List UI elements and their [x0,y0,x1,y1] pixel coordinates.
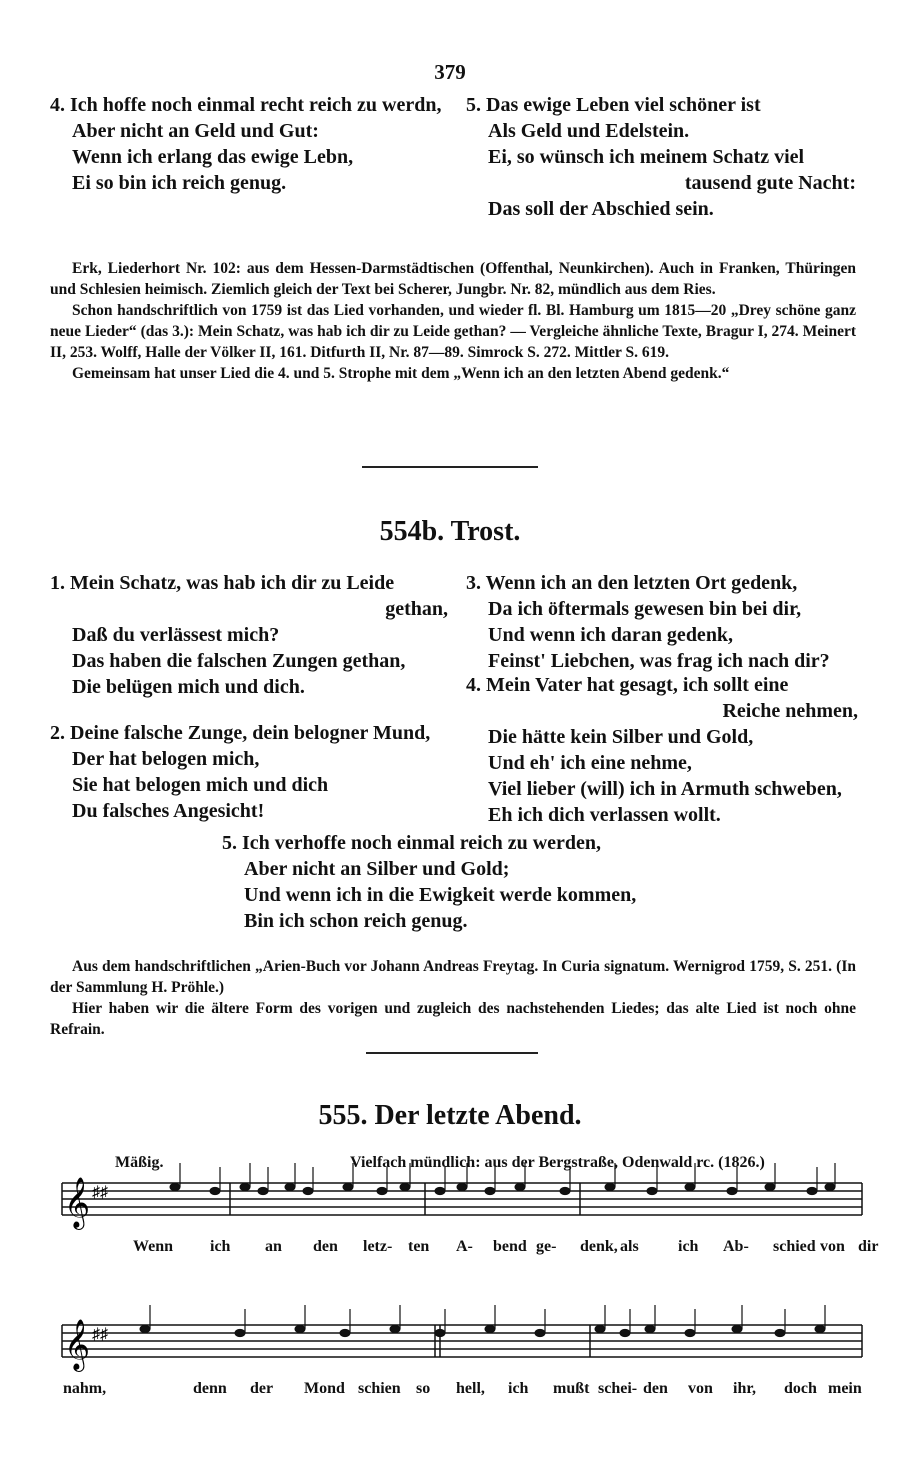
lyric-syllable: den [313,1238,338,1255]
lyric-syllable: schien [358,1380,401,1397]
sharp-icon: ♯♯ [92,1184,108,1201]
verse-line: Reiche nehmen, [722,700,858,722]
lyrics-line-1 [0,1238,900,1262]
note-paragraph: Gemeinsam hat unser Lied die 4. und 5. Strophe mit dem „Wenn ich an den letzten Abend gedenk.“ [72,365,730,382]
verse-line: Du falsches Angesicht! [72,800,265,822]
note-head [485,1187,495,1194]
note-head [825,1183,835,1190]
note-paragraph: Aus dem handschriftlichen „Arien-Buch vor Johann Andreas Freytag. In Curia signatum. Wernigrod 1759, S. 251. (In der Sammlung H. Pröhle.) [50,958,856,996]
note-head [535,1329,545,1336]
note-head [170,1183,180,1190]
note-paragraph: Schon handschriftlich von 1759 ist das Lied vorhanden, und wieder fl. Bl. Hamburg um 1815—20 „Drey schöne ganz neue Lieder“ (das 3.): Mein Schatz, was hab ich dir zu Leide gethan? — Vergleiche ähnliche Texte, Bragur I, 274. Meinert II, 253. Wolff, Halle der Völker II, 161. Ditfurth II, Nr. 87—89. Simrock S. 272. Mittler S. 619. [50,302,856,361]
source-note: Vielfach mündlich: aus der Bergstraße, Odenwald rc. (1826.) [350,1154,765,1171]
note-head [732,1325,742,1332]
verse-line: Eh ich dich verlassen wollt. [488,804,721,826]
note-head [210,1187,220,1194]
lyric-syllable: schied [773,1238,816,1255]
lyric-syllable: den [643,1380,668,1397]
verse-line: Die hätte kein Silber und Gold, [488,726,754,748]
note-head [560,1187,570,1194]
verse-line: tausend gute Nacht: [684,172,856,194]
note-head [258,1187,268,1194]
lyric-syllable: so [416,1380,431,1397]
sharp-icon: ♯♯ [92,1326,108,1343]
verse-line: Ei so bin ich reich genug. [72,172,287,194]
lyric-syllable: Ab- [723,1238,749,1255]
note-head [765,1183,775,1190]
note-head [457,1183,467,1190]
lyric-syllable: ich [508,1380,529,1397]
note-head [685,1329,695,1336]
note-head [140,1325,150,1332]
note-paragraph: Hier haben wir die ältere Form des vorigen und zugleich des nachstehenden Liedes; das alte Lied ist noch ohne Refrain. [50,1000,856,1038]
verse-line: gethan, [385,598,448,620]
verse-line: Feinst' Liebchen, was frag ich nach dir? [488,650,830,672]
verse-line: Das soll der Abschied sein. [488,198,714,220]
treble-clef-icon: 𝄞 [64,1178,91,1227]
lyric-syllable: ich [210,1238,231,1255]
tempo-marking: Mäßig. [115,1154,164,1171]
verse-line: Wenn ich erlang das ewige Lebn, [72,146,354,168]
verse-line: Das haben die falschen Zungen gethan, [72,650,406,672]
note-head [645,1325,655,1332]
verse-line: 5. Ich verhoffe noch einmal reich zu werden, [222,832,602,854]
lyric-syllable: Wenn [133,1238,174,1255]
verse-line: Der hat belogen mich, [72,748,260,770]
lyric-syllable: an [265,1238,282,1255]
note-head [815,1325,825,1332]
lyric-syllable: von [688,1380,713,1397]
note-head [620,1329,630,1336]
note-head [390,1325,400,1332]
note-head [340,1329,350,1336]
verse-line: Aber nicht an Geld und Gut: [72,120,319,142]
lyric-syllable: bend [493,1238,527,1255]
lyric-syllable: ge- [536,1238,557,1255]
note-head [807,1187,817,1194]
verse-line: Ei, so wünsch ich meinem Schatz viel [488,146,805,168]
note-paragraph: Erk, Liederhort Nr. 102: aus dem Hessen-Darmstädtischen (Offenthal, Neunkirchen). Auch in Franken, Thüringen und Schlesien heimisch. Ziemlich gleich der Text bei Scherer, Jungbr. Nr. 82, mündlich aus dem Ries. [50,260,856,298]
lyrics-line-2 [0,1380,900,1404]
verse-line: 5. Das ewige Leben viel schöner ist [466,94,761,116]
verse-line: Bin ich schon reich genug. [244,910,468,932]
treble-clef-icon: 𝄞 [64,1320,91,1369]
note-head [343,1183,353,1190]
lyric-syllable: hell, [456,1380,485,1397]
note-head [240,1183,250,1190]
verse-line: Und eh' ich eine nehme, [488,752,692,774]
lyric-syllable: nahm, [63,1380,107,1397]
verse-line: 2. Deine falsche Zunge, dein belogner Mund, [50,722,431,744]
note-head [303,1187,313,1194]
verse-line: Sie hat belogen mich und dich [72,774,329,796]
lyric-syllable: als [620,1238,639,1255]
verse-line: 1. Mein Schatz, was hab ich dir zu Leide [50,572,395,594]
lyric-syllable: ten [408,1238,430,1255]
note-head [775,1329,785,1336]
lyric-syllable: ihr, [733,1380,756,1397]
note-head [400,1183,410,1190]
note-head [295,1325,305,1332]
lyric-syllable: mein [828,1380,862,1397]
song-title: Trost. [450,516,521,547]
note-head [485,1325,495,1332]
lyric-syllable: denn [193,1380,227,1397]
note-head [285,1183,295,1190]
lyric-syllable: ich [678,1238,699,1255]
note-head [605,1183,615,1190]
verse-line: Aber nicht an Silber und Gold; [244,858,510,880]
lyric-syllable: schei- [598,1380,638,1397]
lyric-syllable: A- [456,1238,473,1255]
note-head [377,1187,387,1194]
lyric-syllable: der [250,1380,274,1397]
verse-line: Daß du verlässest mich? [72,624,280,646]
note-head [685,1183,695,1190]
lyric-syllable: mußt [553,1380,590,1397]
note-head [515,1183,525,1190]
lyric-syllable: Mond [304,1380,345,1397]
lyric-syllable: letz- [363,1238,393,1255]
note-head [727,1187,737,1194]
verse-line: Und wenn ich in die Ewigkeit werde kommen, [244,884,637,906]
song-number: 554b. [379,516,445,547]
note-head [435,1187,445,1194]
note-head [595,1325,605,1332]
lyric-syllable: von [820,1238,845,1255]
verse-line: Und wenn ich daran gedenk, [488,624,734,646]
song-number: 555. [318,1100,368,1131]
verse-line: Da ich öftermals gewesen bin bei dir, [488,598,802,620]
lyric-syllable: denk, [580,1238,618,1255]
verse-line: 4. Mein Vater hat gesagt, ich sollt eine [466,674,789,696]
note-head [647,1187,657,1194]
verse-line: Die belügen mich und dich. [72,676,305,698]
note-head [435,1329,445,1336]
verse-line: 4. Ich hoffe noch einmal recht reich zu werdn, [50,94,442,116]
song-title: Der letzte Abend. [374,1100,582,1131]
page-number: 379 [434,60,466,84]
verse-line: Als Geld und Edelstein. [488,120,690,142]
verse-line: 3. Wenn ich an den letzten Ort gedenk, [466,572,798,594]
note-head [235,1329,245,1336]
lyric-syllable: doch [784,1380,817,1397]
lyric-syllable: dir [858,1238,879,1255]
verse-line: Viel lieber (will) ich in Armuth schweben, [488,778,842,800]
